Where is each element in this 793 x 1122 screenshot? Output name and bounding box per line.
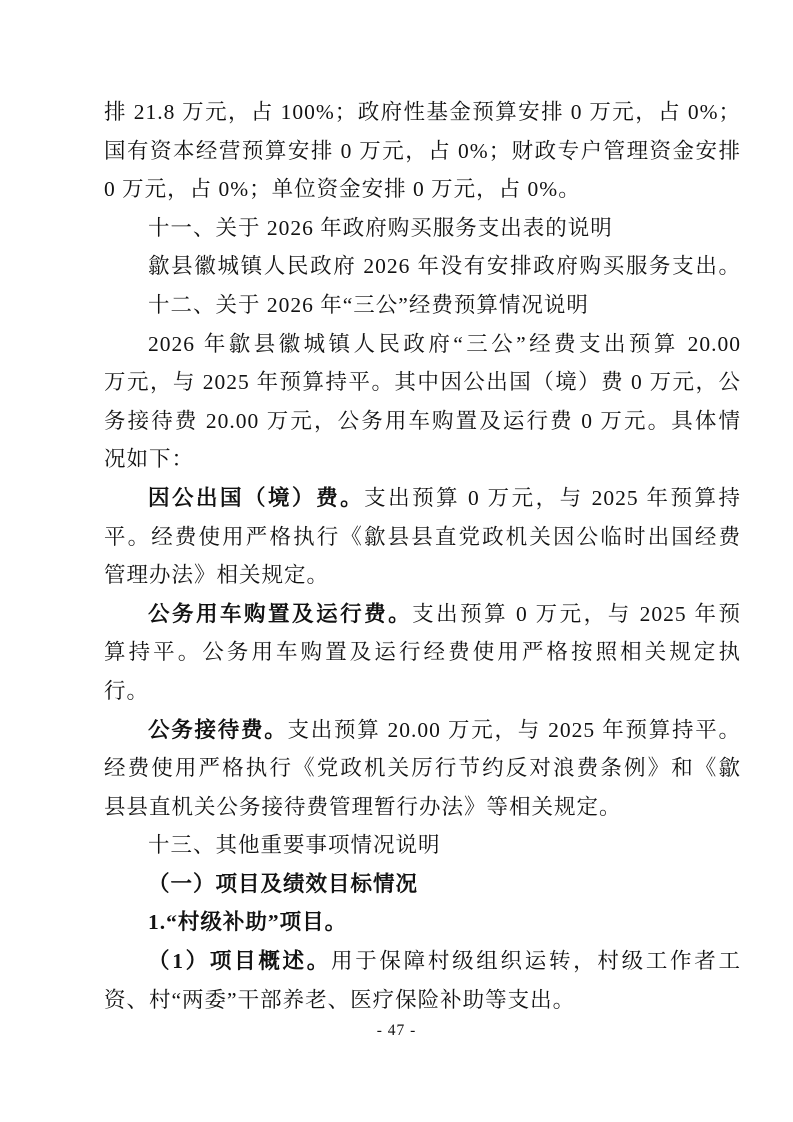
text-line — [104, 981, 741, 1020]
text-segment: 十三、其他重要事项情况说明 — [148, 833, 441, 858]
text-segment: 支出预算 0 万元，与 2025 年预 — [412, 601, 741, 626]
text-segment: 支出预算 0 万元，与 2025 年预算持 — [364, 485, 741, 510]
text-segment: 歙县徽城镇人民政府 2026 年没有安排政府购买服务支出。 — [148, 254, 741, 279]
text-line — [104, 903, 741, 942]
text-segment: 用于保障村级组织运转，村级工作者工 — [331, 949, 741, 974]
text-segment: 0 万元，占 0%；单位资金安排 0 万元，占 0%。 — [104, 177, 581, 202]
text-line — [104, 325, 741, 364]
text-segment: 经费使用严格执行《党政机关厉行节约反对浪费条例》和《歙 — [104, 756, 741, 781]
text-segment: 行。 — [104, 678, 150, 703]
text-line — [104, 363, 741, 402]
text-segment: 平。经费使用严格执行《歙县县直党政机关因公临时出国经费 — [104, 524, 741, 549]
text-line — [104, 170, 741, 209]
text-line — [104, 556, 741, 595]
text-segment: 管理办法》相关规定。 — [104, 563, 330, 588]
text-line — [104, 286, 741, 325]
text-line — [104, 595, 741, 634]
text-segment-bold: 公务用车购置及运行费。 — [148, 601, 413, 626]
text-segment: 十二、关于 2026 年“三公”经费预算情况说明 — [148, 292, 589, 317]
text-line — [104, 711, 741, 750]
text-line — [104, 749, 741, 788]
text-segment-bold: （1）项目概述。 — [148, 949, 331, 974]
text-segment: 资、村“两委”干部养老、医疗保险补助等支出。 — [104, 987, 576, 1012]
text-segment: 国有资本经营预算安排 0 万元，占 0%；财政专户管理资金安排 — [104, 138, 741, 163]
text-segment: 2026 年歙县徽城镇人民政府“三公”经费支出预算 20.00 — [148, 331, 741, 356]
text-segment-bold: 1.“村级补助”项目。 — [148, 910, 348, 935]
text-segment-bold: （一）项目及绩效目标情况 — [148, 871, 419, 896]
text-line — [104, 247, 741, 286]
text-segment: 十一、关于 2026 年政府购买服务支出表的说明 — [148, 215, 613, 240]
page-number: - 47 - — [376, 1022, 417, 1039]
text-line — [104, 440, 741, 479]
document-body — [104, 93, 741, 1019]
text-line — [104, 865, 741, 904]
text-segment: 况如下： — [104, 447, 195, 472]
text-line — [104, 209, 741, 248]
text-line — [104, 518, 741, 557]
text-segment: 务接待费 20.00 万元，公务用车购置及运行费 0 万元。具体情 — [104, 408, 741, 433]
text-segment: 支出预算 20.00 万元，与 2025 年预算持平。 — [287, 717, 741, 742]
text-line — [104, 942, 741, 981]
text-segment-bold: 因公出国（境）费。 — [148, 485, 365, 510]
text-segment: 万元，与 2025 年预算持平。其中因公出国（境）费 0 万元，公 — [104, 370, 741, 395]
text-segment-bold: 公务接待费。 — [148, 717, 288, 742]
text-segment: 算持平。公务用车购置及运行经费使用严格按照相关规定执 — [104, 640, 741, 665]
text-line — [104, 788, 741, 827]
text-line — [104, 826, 741, 865]
text-line — [104, 402, 741, 441]
text-line — [104, 132, 741, 171]
text-segment: 排 21.8 万元，占 100%；政府性基金预算安排 0 万元，占 0%； — [104, 100, 741, 124]
text-line — [104, 479, 741, 518]
text-line — [104, 633, 741, 672]
text-line — [104, 672, 741, 711]
text-segment: 县县直机关公务接待费管理暂行办法》等相关规定。 — [104, 794, 622, 819]
text-line — [104, 93, 741, 132]
